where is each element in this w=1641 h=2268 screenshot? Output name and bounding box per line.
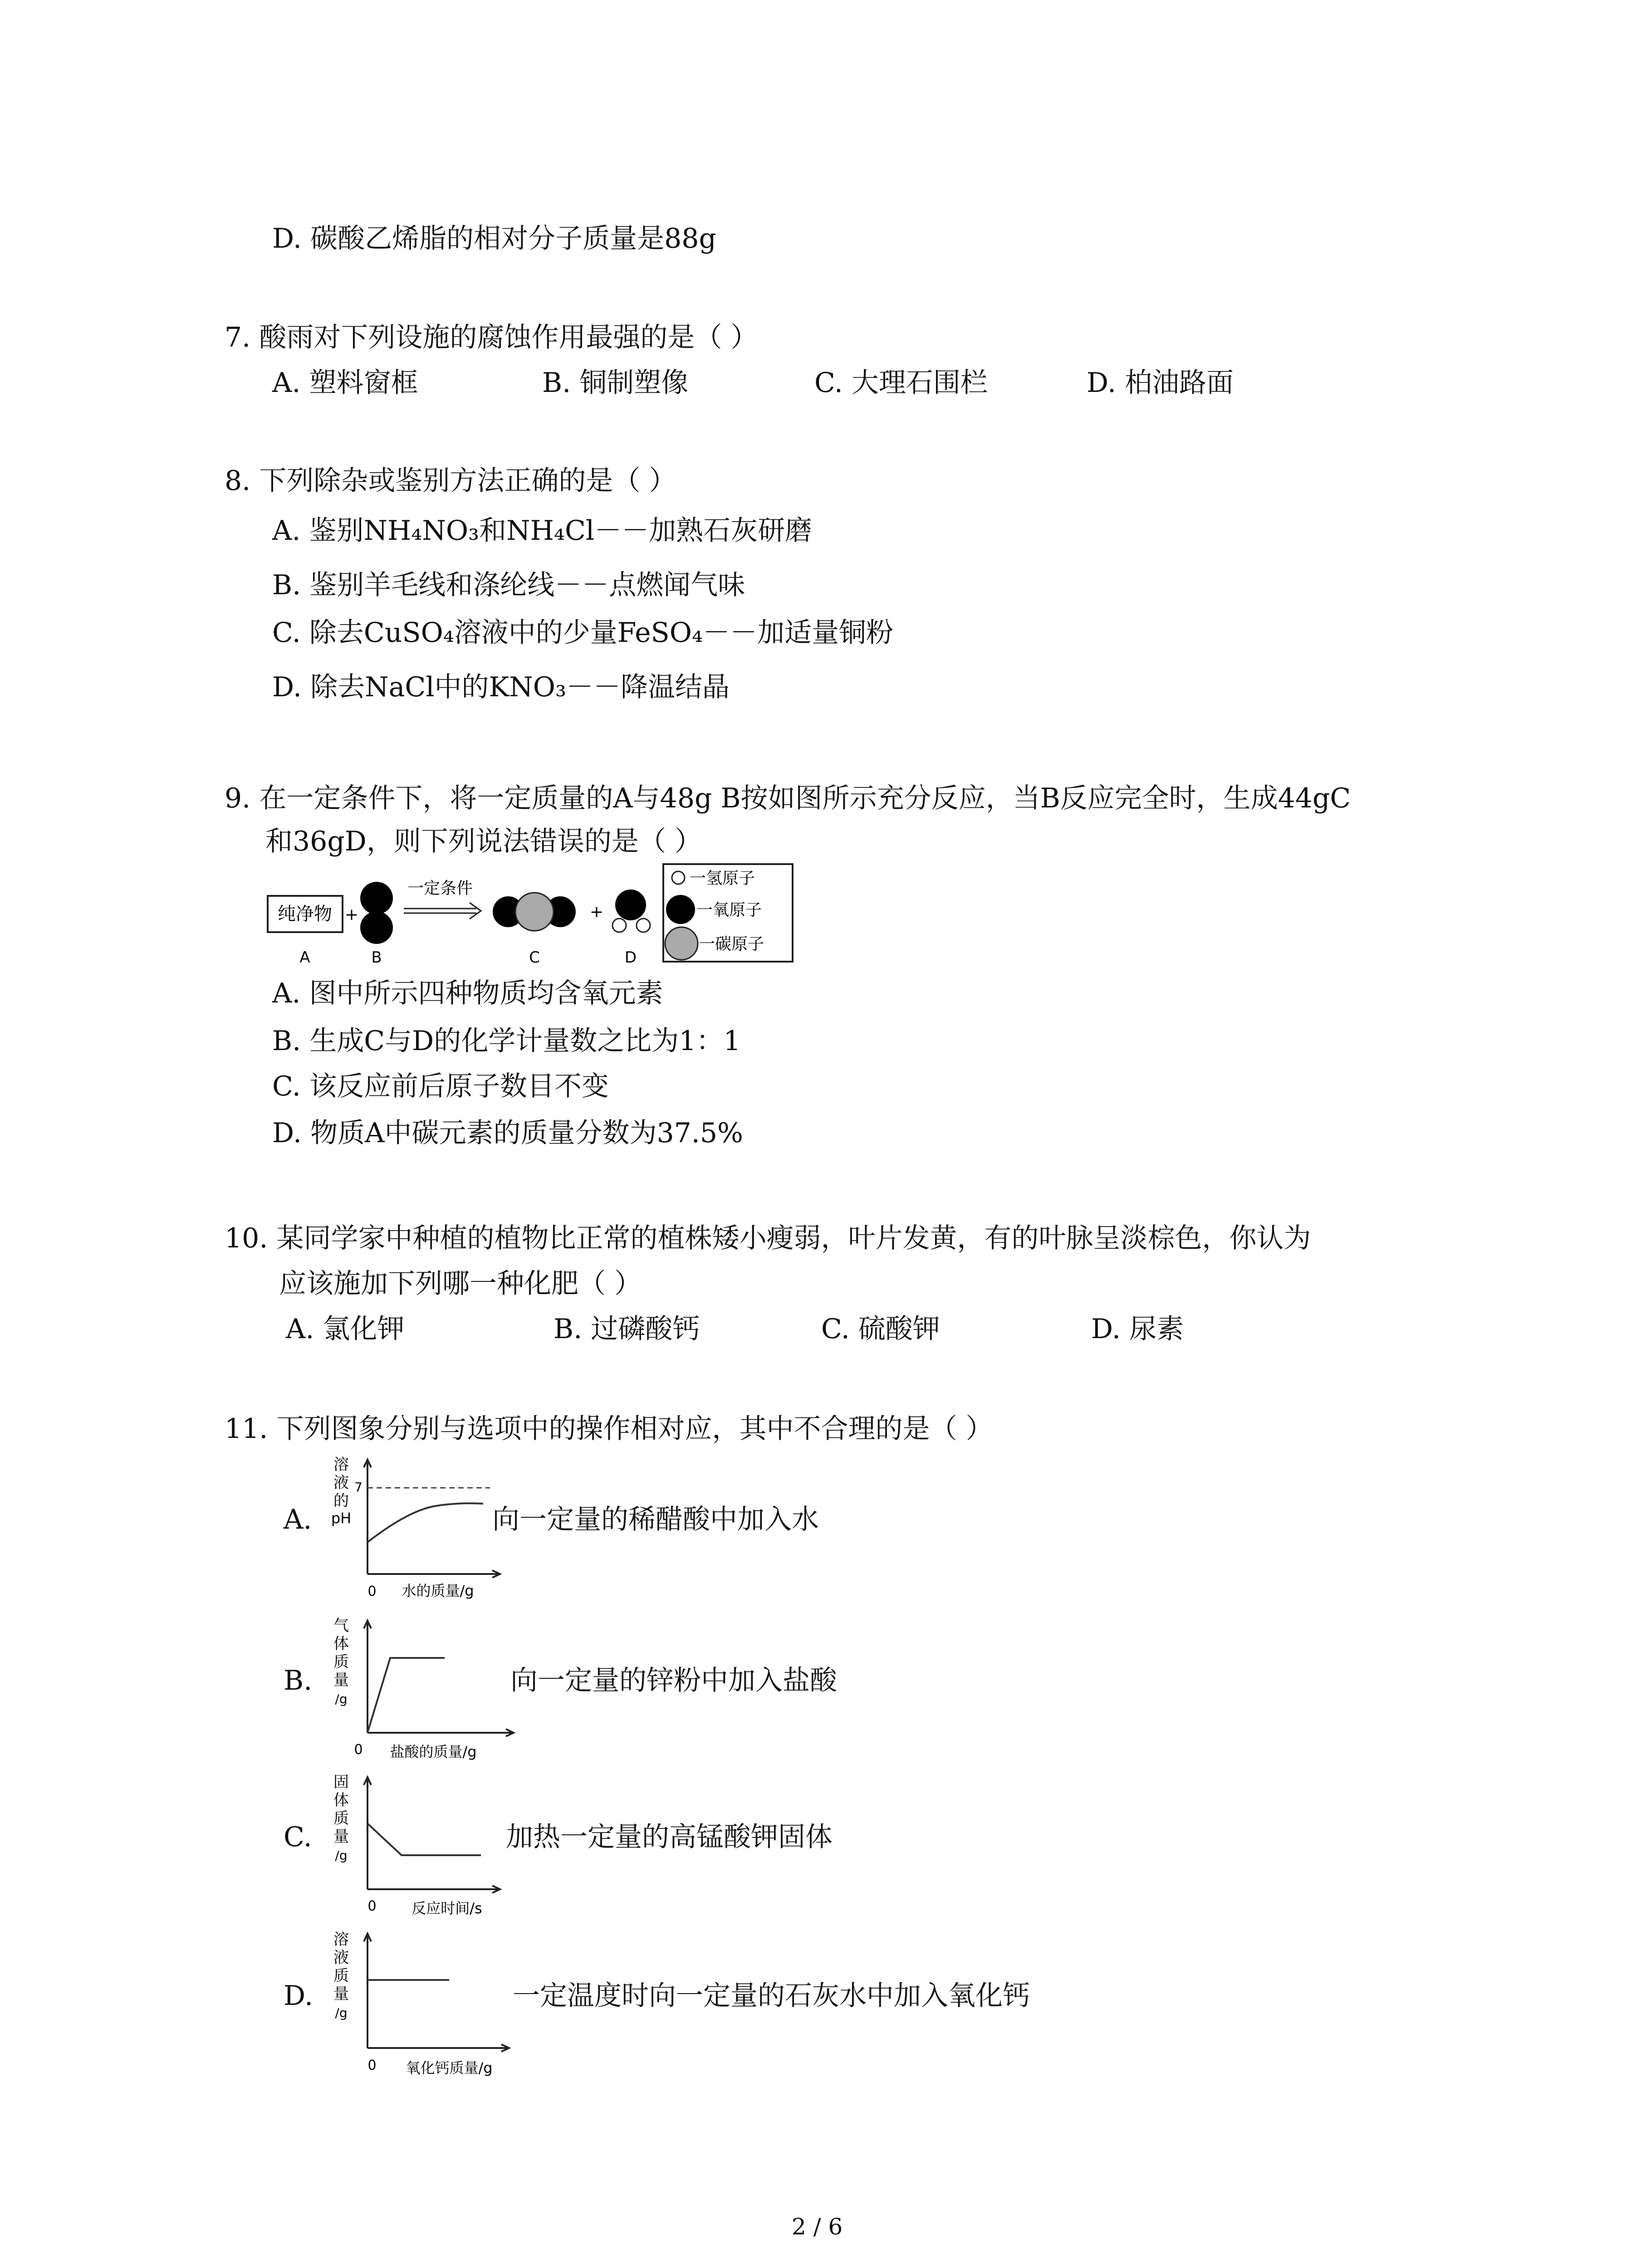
svg-text:/g: /g — [335, 2005, 348, 2020]
svg-text:的: 的 — [333, 1492, 349, 1510]
svg-text:溶: 溶 — [333, 1456, 349, 1474]
hydrogen-atom — [612, 919, 626, 932]
q9-option-c: C. 该反应前后原子数目不变 — [272, 1070, 609, 1102]
svg-text:质: 质 — [333, 1653, 349, 1671]
oxygen-atom — [360, 882, 393, 914]
q8-option-c: C. 除去CuSO₄溶液中的少量FeSO₄－－加适量铜粉 — [272, 617, 894, 649]
q8-stem: 8. 下列除杂或鉴别方法正确的是（ ） — [225, 465, 676, 497]
q11-graph-a-desc: 向一定量的稀醋酸中加入水 — [492, 1504, 819, 1535]
q11-graph-c-desc: 加热一定量的高锰酸钾固体 — [506, 1821, 833, 1853]
svg-text:反应时间/s: 反应时间/s — [411, 1900, 482, 1917]
q7-stem: 7. 酸雨对下列设施的腐蚀作用最强的是（ ） — [225, 322, 758, 353]
svg-text:pH: pH — [331, 1510, 352, 1527]
q9-stem-line1: 9. 在一定条件下，将一定质量的A与48g B按如图所示充分反应，当B反应完全时，生成44gC — [225, 782, 1351, 814]
svg-text:气: 气 — [333, 1617, 349, 1635]
q11-graph-d — [327, 1926, 517, 2084]
svg-text:液: 液 — [333, 1474, 349, 1492]
svg-text:量: 量 — [333, 1985, 349, 2003]
svg-text:/g: /g — [335, 1848, 348, 1863]
label-a: A — [299, 948, 310, 966]
q11-graph-b-desc: 向一定量的锌粉中加入盐酸 — [510, 1665, 837, 1696]
hydrogen-atom — [637, 919, 650, 932]
svg-text:液: 液 — [333, 1949, 349, 1967]
legend-oxygen: 一氧原子 — [696, 901, 762, 919]
q9-option-a: A. 图中所示四种物质均含氧元素 — [272, 978, 663, 1009]
q11-graph-d-desc: 一定温度时向一定量的石灰水中加入氧化钙 — [513, 1980, 1030, 2012]
label-b: B — [371, 948, 382, 966]
q10-option-c: C. 硫酸钾 — [821, 1313, 940, 1345]
q7-option-c: C. 大理石围栏 — [814, 367, 988, 399]
hydrogen-legend-icon — [672, 871, 685, 884]
svg-text:7: 7 — [354, 1480, 362, 1495]
carbon-legend-icon — [665, 927, 698, 960]
q11-graph-d-letter: D. — [284, 1980, 314, 2012]
q10-stem-line2: 应该施加下列哪一种化肥（ ） — [279, 1268, 642, 1300]
q6-option-d: D. 碳酸乙烯脂的相对分子质量是88g — [272, 223, 716, 254]
carbon-atom — [515, 893, 554, 931]
q10-option-a: A. 氯化钾 — [286, 1313, 405, 1345]
svg-text:体: 体 — [333, 1635, 349, 1653]
q7-option-d: D. 柏油路面 — [1087, 367, 1234, 399]
q9-reaction-diagram — [263, 862, 826, 966]
curve-a — [367, 1503, 483, 1542]
q11-graph-c — [327, 1769, 517, 1926]
arrow-label: 一定条件 — [407, 879, 473, 898]
q8-option-d: D. 除去NaCl中的KNO₃－－降温结晶 — [272, 671, 730, 703]
q9-option-b: B. 生成C与D的化学计量数之比为1：1 — [272, 1025, 741, 1057]
svg-text:量: 量 — [333, 1828, 349, 1846]
q10-option-d: D. 尿素 — [1091, 1313, 1184, 1345]
q9-stem-line2: 和36gD，则下列说法错误的是（ ） — [265, 826, 702, 857]
svg-text:溶: 溶 — [333, 1931, 349, 1949]
q8-option-b: B. 鉴别羊毛线和涤纶线－－点燃闻气味 — [272, 569, 745, 601]
box-a-label: 纯净物 — [278, 904, 332, 924]
svg-text:氧化钙质量/g: 氧化钙质量/g — [406, 2059, 493, 2077]
oxygen-atom — [615, 890, 646, 920]
arrow-icon — [470, 903, 481, 919]
svg-text:0: 0 — [367, 2058, 377, 2073]
svg-text:固: 固 — [333, 1773, 349, 1791]
oxygen-legend-icon — [666, 895, 695, 924]
svg-text:量: 量 — [333, 1671, 349, 1689]
plus-1: + — [344, 905, 359, 924]
q10-stem-line1: 10. 某同学家中种植的植物比正常的植株矮小瘦弱，叶片发黄，有的叶脉呈淡棕色，你认为 — [225, 1222, 1311, 1254]
svg-text:0: 0 — [367, 1584, 377, 1599]
q9-option-d: D. 物质A中碳元素的质量分数为37.5% — [272, 1117, 744, 1149]
curve-c — [367, 1823, 481, 1855]
q8-option-a: A. 鉴别NH₄NO₃和NH₄Cl－－加熟石灰研磨 — [272, 515, 813, 547]
label-d: D — [624, 948, 637, 966]
oxygen-atom — [360, 911, 393, 944]
q7-option-b: B. 铜制塑像 — [542, 367, 689, 399]
svg-text:质: 质 — [333, 1809, 349, 1828]
svg-text:0: 0 — [367, 1898, 377, 1914]
svg-text:质: 质 — [333, 1967, 349, 1985]
svg-text:水的质量/g: 水的质量/g — [402, 1582, 474, 1599]
svg-text:盐酸的质量/g: 盐酸的质量/g — [390, 1743, 477, 1760]
q11-graph-b — [327, 1613, 517, 1769]
legend-hydrogen: 一氢原子 — [690, 869, 755, 888]
q10-option-b: B. 过磷酸钙 — [554, 1313, 700, 1345]
legend-carbon: 一碳原子 — [699, 935, 764, 953]
q11-graph-a-letter: A. — [284, 1504, 312, 1535]
plus-2: + — [589, 903, 604, 921]
svg-text:/g: /g — [335, 1691, 348, 1706]
curve-b — [367, 1658, 445, 1733]
q11-graph-a — [327, 1452, 517, 1608]
svg-text:体: 体 — [333, 1791, 349, 1809]
q11-graph-b-letter: B. — [284, 1665, 313, 1696]
q7-option-a: A. 塑料窗框 — [272, 367, 418, 399]
q11-graph-c-letter: C. — [284, 1821, 312, 1853]
label-c: C — [529, 948, 540, 966]
page-number: 2 / 6 — [792, 2214, 843, 2240]
svg-text:0: 0 — [354, 1742, 363, 1758]
q11-stem: 11. 下列图象分别与选项中的操作相对应，其中不合理的是（ ） — [225, 1413, 993, 1445]
